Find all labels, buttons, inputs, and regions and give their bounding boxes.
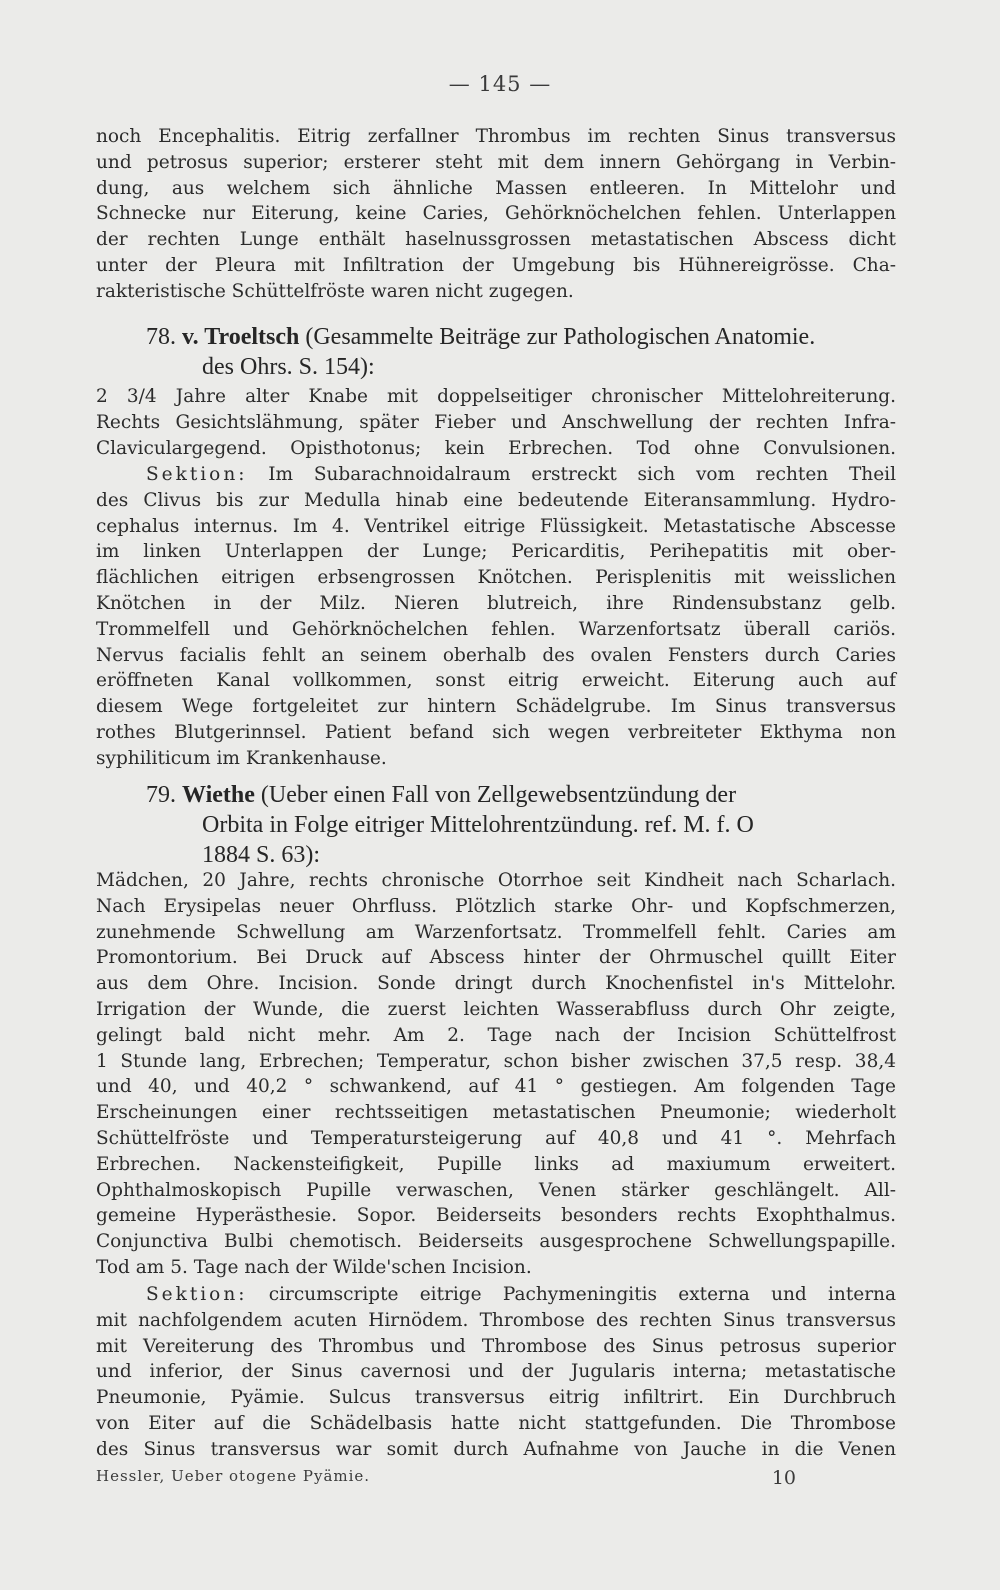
signature-mark: 10 [771, 1467, 796, 1489]
continuation-line: rakteristische Schüttelfröste waren nicht zugegen. [96, 280, 574, 302]
case-79-section-first-line [96, 1282, 896, 1308]
case-79-body-line: Ophthalmoskopisch Pupille verwaschen, Venen stärker geschlängelt. All- [96, 1179, 896, 1201]
case-79-section-first-text: circumscripte eitrige Pachymeningitis externa und interna [268, 1284, 896, 1305]
case-78-section-line: des Clivus bis zur Medulla hinab eine bedeutende Eiteransammlung. Hydro- [96, 489, 896, 511]
case-78-body-line: Rechts Gesichtslähmung, später Fieber und Anschwellung der rechten Infra- [96, 411, 896, 433]
case-79-body [96, 868, 896, 1281]
case-78-body-line: 2 3/4 Jahre alter Knabe mit doppelseitiger chronischer Mittelohreiterung. [96, 386, 896, 407]
case-78-body-line: Claviculargegend. Opisthotonus; kein Erbrechen. Tod ohne Convulsionen. [96, 437, 896, 459]
case-79-title-line-1: (Ueber einen Fall von Zellgewebsentzündung der [260, 782, 737, 808]
case-79-section-line: des Sinus transversus war somit durch Aufnahme von Jauche in die Venen [96, 1438, 896, 1460]
case-79-section-line: mit nachfolgendem acuten Hirnödem. Thrombose des rechten Sinus transversus [96, 1309, 896, 1331]
case-78-number: 78. [146, 324, 176, 350]
page-number-header: — 145 — [448, 72, 552, 96]
case-79-section-line: von Eiter auf die Schädelbasis hatte nicht stattgefunden. Die Thrombose [96, 1412, 896, 1434]
case-79-section-line: und inferior, der Sinus cavernosi und der Jugularis interna; metastatische [96, 1361, 896, 1383]
case-78-section-first-line [96, 462, 896, 488]
case-78-section [96, 462, 896, 772]
page-footer [96, 1467, 896, 1489]
continuation-paragraph [96, 124, 896, 305]
continuation-line: noch Encephalitis. Eitrig zerfallner Thrombus im rechten Sinus transversus [96, 126, 896, 147]
case-79-body-line: 1 Stunde lang, Erbrechen; Temperatur, schon bisher zwischen 37,5 resp. 38,4 [96, 1050, 896, 1072]
case-79-title-line-3: 1884 S. 63): [202, 842, 321, 868]
continuation-line: und petrosus superior; ersterer steht mit dem innern Gehörgang in Verbin- [96, 151, 896, 173]
case-79-body-line: Irrigation der Wunde, die zuerst leichten Wasserabfluss durch Ohr zeigte, [96, 998, 896, 1020]
case-79-author: Wiethe [182, 782, 255, 808]
case-78-section-first-text: Im Subarachnoidalraum erstreckt sich vom rechten Theil [268, 464, 896, 485]
case-79-section-line: Pneumonie, Pyämie. Sulcus transversus eitrig infiltrirt. Ein Durchbruch [96, 1387, 896, 1409]
case-79-body-line: Conjunctiva Bulbi chemotisch. Beiderseits ausgesprochene Schwellungspapille. [96, 1231, 896, 1253]
case-79-section-label: Sektion: [146, 1284, 248, 1305]
case-78-section-line: Knötchen in der Milz. Nieren blutreich, ihre Rindensubstanz gelb. [96, 592, 896, 614]
case-79-body-line: gelingt bald nicht mehr. Am 2. Tage nach der Incision Schüttelfrost [96, 1024, 896, 1046]
case-79-body-line: aus dem Ohre. Incision. Sonde dringt durch Knochenfistel in's Mittelohr. [96, 973, 896, 995]
case-78-title-line-1: (Gesammelte Beiträge zur Pathologischen Anatomie. [305, 324, 816, 350]
case-79-section-line: mit Vereiterung des Thrombus und Thrombose des Sinus petrosus superior [96, 1335, 896, 1357]
case-78-section-line: diesem Wege fortgeleitet zur hintern Schädelgrube. Im Sinus transversus [96, 696, 896, 718]
case-79-section [96, 1282, 896, 1463]
continuation-line: unter der Pleura mit Infiltration der Umgebung bis Hühnereigrösse. Cha- [96, 254, 896, 276]
case-79-body-line: Erscheinungen einer rechtsseitigen metastatischen Pneumonie; wiederholt [96, 1102, 896, 1124]
running-title: Hessler, Ueber otogene Pyämie. [96, 1467, 371, 1485]
continuation-line: Schnecke nur Eiterung, keine Caries, Gehörknöchelchen fehlen. Unterlappen [96, 203, 896, 225]
case-79-body-line: Erbrechen. Nackensteifigkeit, Pupille links ad maxiumum erweitert. [96, 1153, 896, 1175]
case-78-section-line: rothes Blutgerinnsel. Patient befand sich wegen verbreiteter Ekthyma non [96, 721, 896, 743]
case-78-section-line: im linken Unterlappen der Lunge; Pericarditis, Perihepatitis mit ober- [96, 541, 896, 563]
case-78-section-line: flächlichen eitrigen erbsengrossen Knötchen. Perisplenitis mit weisslichen [96, 567, 896, 589]
case-79-body-line: Nach Erysipelas neuer Ohrfluss. Plötzlich starke Ohr- und Kopfschmerzen, [96, 895, 896, 917]
case-79-number: 79. [146, 782, 176, 808]
continuation-line: dung, aus welchem sich ähnliche Massen entleeren. In Mittelohr und [96, 177, 896, 199]
case-79-title-line-2: Orbita in Folge eitriger Mittelohrentzündung. ref. M. f. O [202, 812, 754, 838]
case-79-body-line: Mädchen, 20 Jahre, rechts chronische Otorrhoe seit Kindheit nach Scharlach. [96, 870, 896, 891]
case-78-section-line: Nervus facialis fehlt an seinem oberhalb des ovalen Fensters durch Caries [96, 644, 896, 666]
case-78-section-label: Sektion: [146, 464, 248, 485]
case-79-heading [96, 780, 896, 870]
case-78-section-line: cephalus internus. Im 4. Ventrikel eitrige Flüssigkeit. Metastatische Abscesse [96, 515, 896, 537]
case-79-body-line: Schüttelfröste und Temperatursteigerung auf 40,8 und 41 °. Mehrfach [96, 1127, 896, 1149]
case-79-body-line: und 40, und 40,2 ° schwankend, auf 41 ° gestiegen. Am folgenden Tage [96, 1076, 896, 1098]
case-78-title-line-2: des Ohrs. S. 154): [202, 354, 375, 380]
case-78-section-line: syphiliticum im Krankenhause. [96, 747, 387, 769]
case-79-body-line: Promontorium. Bei Druck auf Abscess hinter der Ohrmuschel quillt Eiter [96, 947, 896, 969]
continuation-line: der rechten Lunge enthält haselnussgrossen metastatischen Abscess dicht [96, 229, 896, 251]
case-79-body-line: zunehmende Schwellung am Warzenfortsatz. Trommelfell fehlt. Caries am [96, 921, 896, 943]
case-79-body-line: gemeine Hyperästhesie. Sopor. Beiderseits besonders rechts Exophthalmus. [96, 1205, 896, 1227]
case-79-body-line: Tod am 5. Tage nach der Wilde'schen Incision. [96, 1256, 532, 1278]
case-78-section-line: Trommelfell und Gehörknöchelchen fehlen. Warzenfortsatz überall cariös. [96, 618, 896, 640]
case-78-author: v. Troeltsch [182, 324, 300, 350]
case-78-section-line: eröffneten Kanal vollkommen, sonst eitrig erweicht. Eiterung auch auf [96, 670, 896, 692]
case-78-heading [96, 322, 896, 382]
case-78-body [96, 384, 896, 461]
